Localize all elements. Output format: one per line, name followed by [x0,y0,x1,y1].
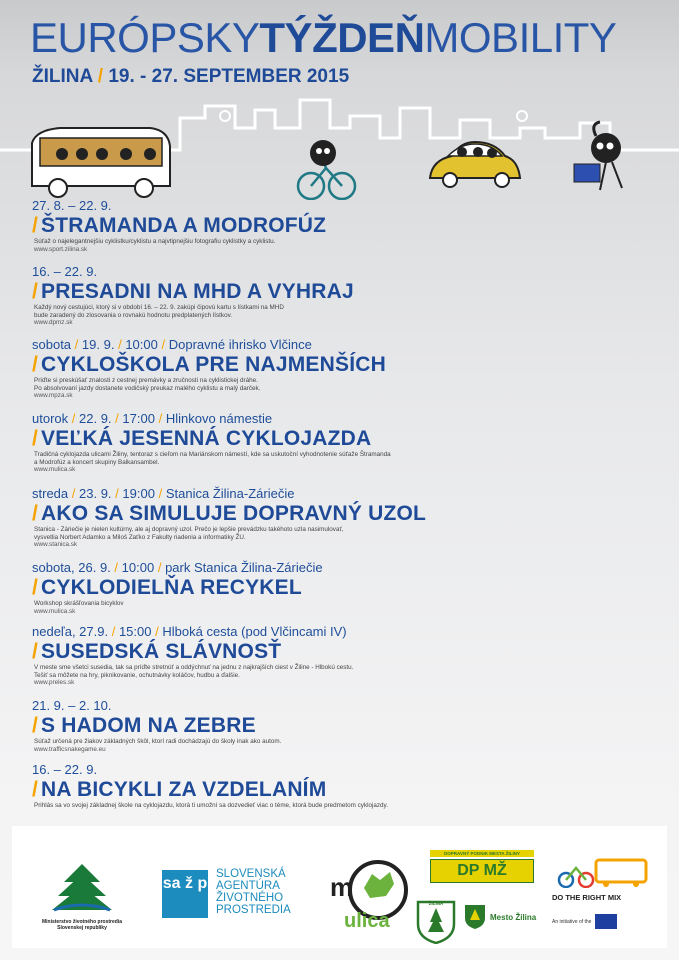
meta-separator: / [157,560,162,575]
mix-title: DO THE RIGHT MIX [552,893,622,902]
event-cyklodielna [32,560,652,624]
title-slash: / [32,353,39,376]
dpmz-logo [430,850,534,890]
event-cyklojazda [32,411,652,486]
event-date: 23. 9. [79,486,112,501]
event-title-text: PRESADNI NA MHD A VYHRAJ [41,280,354,303]
meta-separator: / [114,560,119,575]
meta-separator: / [71,486,76,501]
ministry-line: Slovenskej republiky [57,925,107,931]
meta-separator: / [115,411,119,426]
description-line: a Modrofúz a koncert skupiny Balkansambel. [34,458,160,466]
subtitle-separator: / [97,66,104,87]
event-day: utorok [32,411,69,426]
event-title-text: S HADOM NA ZEBRE [41,714,256,737]
event-url[interactable]: www.mulica.sk [34,466,76,474]
event-place: Hlinkovo námestie [165,411,273,426]
event-date: 19. 9. [81,337,115,352]
event-url[interactable]: www.sport.zilina.sk [34,245,88,253]
event-title-text: CYKLODIELŇA RECYKEL [41,576,302,599]
event-description [34,304,652,319]
event-place: Dopravné ihrisko Vlčince [168,337,312,352]
event-meta [32,337,652,353]
event-meta [32,264,652,280]
event-url[interactable]: www.mpza.sk [34,392,73,400]
description-line: Príďte si preskúšať znalosti z cestnej premávky a zručnosti na cyklistickej dráhe. [34,377,258,384]
meta-separator: / [74,337,79,352]
event-title [32,280,652,304]
meta-separator: / [158,411,163,426]
mulica-word: ulica [344,910,390,932]
event-s-hadom-na-zebre [32,698,652,762]
event-day: sobota [32,337,72,352]
event-meta [32,624,652,640]
bus-icon [32,128,170,197]
meta-separator: / [158,486,163,501]
title-slash: / [32,502,39,525]
event-meta [32,560,652,576]
title-tyzden: TÝŽDEŇ [259,14,425,61]
event-title-text: SUSEDSKÁ SLÁVNOSŤ [41,640,282,663]
event-title [32,640,652,664]
meta-separator: / [115,486,119,501]
event-date: 16. – 22. 9. [32,264,98,279]
title-slash: / [32,640,39,663]
title-slash: / [32,280,39,303]
event-date: 27. 8. – 22. 9. [32,198,112,213]
event-day-date: sobota, 26. 9. [32,560,111,575]
event-day-date: nedeľa, 27.9. [32,624,109,639]
event-title [32,576,652,600]
event-meta [32,762,652,778]
sazp-line: PROSTREDIA [216,904,291,916]
meta-separator: / [155,624,159,639]
mix-initiative-row [552,914,662,929]
event-title-text: VEĽKÁ JESENNÁ CYKLOJAZDA [41,427,372,450]
zilina-crest-text: ŽILINA [428,901,444,906]
event-url[interactable]: www.trafficsnakegame.eu [34,745,106,753]
mesto-zilina-crest-icon [464,904,486,930]
mesto-zilina-logo [464,904,544,934]
mix-initiative: An initiative of the [552,918,592,925]
event-time: 17:00 [122,411,155,426]
sazp-line: SLOVENSKÁ [216,868,286,880]
event-susedska-slavnost [32,624,652,698]
event-meta [32,198,652,214]
event-url[interactable]: www.preles.sk [34,679,75,687]
event-url[interactable]: www.stanica.sk [34,541,78,549]
event-date: 21. 9. – 2. 10. [32,698,112,713]
sazp-name [216,868,291,916]
description-line: bude zaradený do zlosovania o rovnakú hodnotu predplatených lístkov. [34,311,233,319]
event-place: park Stanica Žilina-Záriečie [165,560,323,575]
event-meta [32,486,652,502]
mulica-logo [324,850,416,940]
title-slash: / [32,214,39,237]
cyclist-icon [298,140,355,199]
event-description [34,451,652,466]
title-slash: / [32,714,39,737]
meta-separator: / [118,337,122,352]
event-description: Súťaž určená pre žiakov základných škôl, ktorí radi dochádzajú do školy inak ako autom. [34,738,282,745]
ministry-line: Ministerstvo životného prostredia [41,919,122,925]
dpmz-mark: DP MŽ [430,859,534,883]
event-title [32,502,652,526]
event-dopravny-uzol [32,486,652,560]
sponsor-logos-footer [12,826,667,948]
description-line: V meste sme všetci susedia, tak sa príďte stretnúť a oddýchnuť na jednu z najkrajších ciest v Žiline - Hlbokú cestu. [34,664,354,671]
description-line: Tešiť sa môžete na hry, piknikovanie, ochutnávky koláčov, hudbu a ďalšie. [34,671,240,679]
event-description [34,377,652,392]
ministry-name [34,919,130,931]
description-line: Stanica - Záriečie je nielen kultúrny, ale aj dopravný uzol. Prečo je lepšie prevádzku takéhoto uzla nasimulovať, [34,526,344,533]
do-the-right-mix-logo [552,856,662,944]
event-title-text: NA BICYKLI ZA VZDELANÍM [41,778,327,801]
title-slash: / [32,427,39,450]
event-meta [32,698,652,714]
event-place: Stanica Žilina-Záriečie [165,486,295,501]
streetlamp-right-icon [517,111,527,121]
mesto-zilina-name: Mesto Žilina [490,913,537,922]
sazp-mark-text: sa ž p [162,875,208,892]
event-description: Prihlás sa vo svojej základnej škole na cyklojazdu, ktorá ti umožní sa dozvedieť viac o téme, ktorá bude predmetom cyklojazdy. [34,802,388,809]
event-meta [32,411,652,427]
event-time: 19:00 [122,486,155,501]
sazp-line: ŽIVOTNÉHO [216,892,284,904]
subtitle-dates: 19. - 27. SEPTEMBER 2015 [108,66,350,87]
event-place: Hlboká cesta (pod Vlčincami IV) [162,624,347,639]
title-europsky: EURÓPSKY [30,14,260,61]
streetlamp-left-icon [220,111,230,121]
car-icon [430,142,520,187]
event-title [32,714,652,738]
dpmz-banner: DOPRAVNÝ PODNIK MESTA ŽILINY [430,850,534,857]
event-na-bicykli [32,762,652,816]
poster-subtitle [32,66,349,88]
meta-separator: / [71,411,76,426]
event-presadni [32,264,652,337]
event-date: 16. – 22. 9. [32,762,98,777]
poster-title [30,14,616,62]
sazp-line: AGENTÚRA [216,880,280,892]
event-stramanda [32,198,652,264]
ministry-logo [34,862,130,931]
city-scene-illustration [0,98,679,200]
eu-flag-icon [595,914,617,929]
meta-separator: / [111,624,116,639]
description-line: Tradičná cyklojazda ulicami Žiliny, tentoraz s cieľom na Mariánskom námestí, kde sa uskutoční vyhodnotenie súťaže Štramanda [34,451,391,458]
subtitle-city: ŽILINA [32,66,93,87]
title-slash: / [32,778,39,801]
title-mobility: MOBILITY [424,14,617,61]
event-title [32,427,652,451]
event-cykloskola [32,337,652,411]
description-line: Každý nový cestujúci, ktorý si v období 16. – 22. 9. zakúpi čipovú kartu s lístkami na MHD [34,304,284,311]
mobility-mix-icon [552,856,652,888]
event-description [34,664,652,679]
event-description: Súťaž o najelegantnejšiu cyklistku/cyklistu a najvtipnejšiu fotografiu cyklistky a cyklistu. [34,238,276,245]
event-title [32,214,652,238]
description-line: Po absolvovaní jazdy dostanete vodičský preukaz malého cyklistu a malý darček. [34,384,261,392]
event-title-text: AKO SA SIMULUJE DOPRAVNÝ UZOL [41,502,427,525]
event-url[interactable]: www.mulica.sk [34,607,76,615]
event-title-text: ŠTRAMANDA A MODROFÚZ [41,214,327,237]
sazp-mark [162,870,208,918]
event-time: 15:00 [118,624,152,639]
ministry-tree-icon [34,862,130,914]
description-line: vysvetlia Norbert Adamko a Miloš Zaťko z Fakulty riadenia a informatiky ŽU. [34,533,246,541]
event-url[interactable]: www.dpmz.sk [34,319,73,327]
zilina-crest-logo [416,900,456,944]
event-time: 10:00 [125,337,158,352]
mulica-m: m [330,872,354,902]
event-date: 22. 9. [79,411,112,426]
event-time: 10:00 [121,560,155,575]
event-title-text: CYKLOŠKOLA PRE NAJMENŠÍCH [41,353,386,376]
title-slash: / [32,576,39,599]
event-description: Workshop skrášľovania bicyklov [34,600,124,607]
zilina-crest-icon [416,900,456,944]
event-title [32,778,652,802]
event-description [34,526,652,541]
meta-separator: / [161,337,166,352]
sazp-logo [162,866,312,922]
event-day: streda [32,486,69,501]
event-title [32,353,652,377]
event-list [32,198,652,816]
